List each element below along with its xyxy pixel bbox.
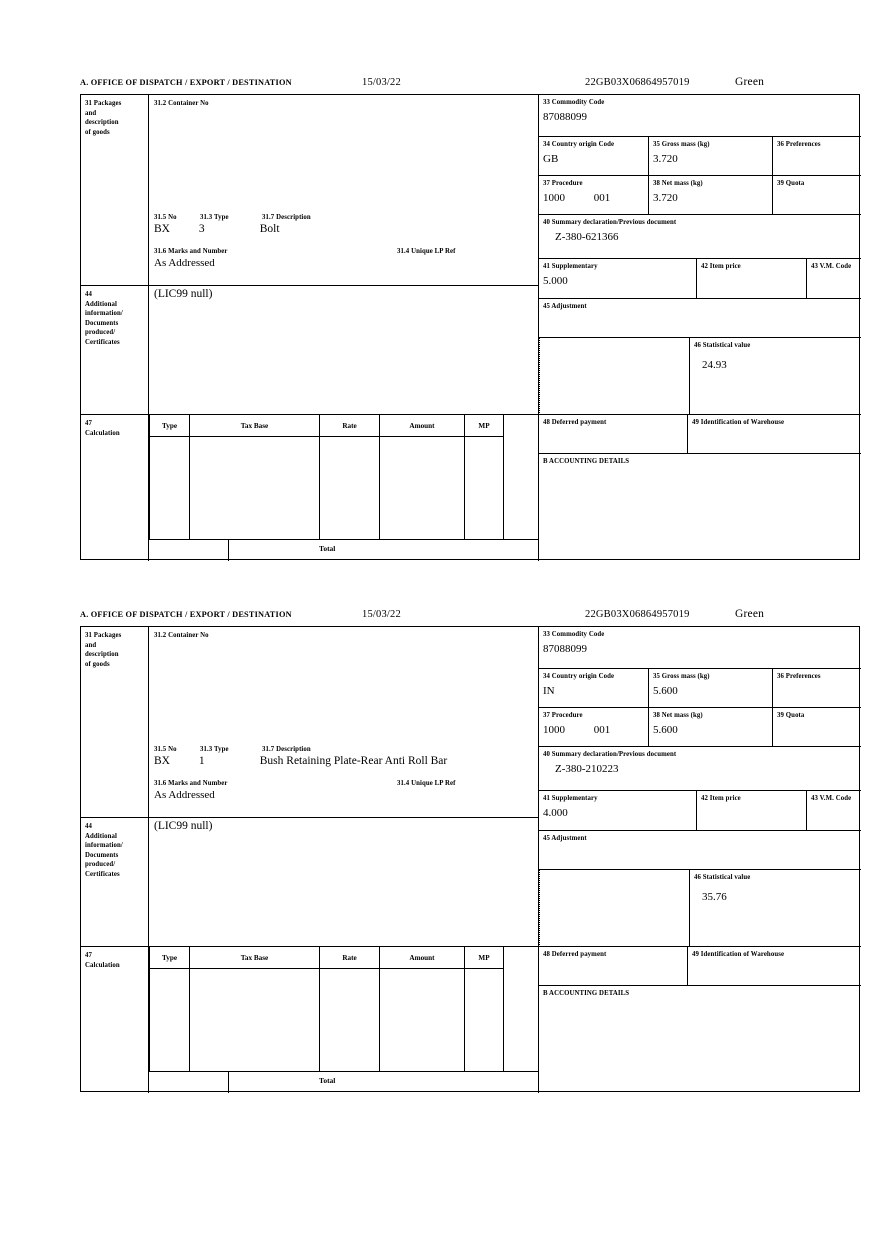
box-31-7-label: 31.7 Description (262, 214, 311, 221)
box-35-label: 35 Gross mass (kg) (653, 673, 710, 680)
calc-col-mp: MP (464, 415, 504, 437)
calc-total-label: Total (319, 1076, 336, 1085)
box-42-item-price (697, 259, 807, 299)
dotted-divider (539, 338, 540, 415)
package-type-value: 1 (198, 755, 205, 767)
office-of-dispatch-label: A. OFFICE OF DISPATCH / EXPORT / DESTINATION (80, 78, 292, 87)
additional-information-value: (LIC99 null) (154, 820, 213, 832)
marks-and-number-value: As Addressed (154, 789, 215, 801)
commodity-code-value: 87088099 (543, 642, 587, 655)
calc-body-type (149, 437, 189, 539)
marks-and-number-value: As Addressed (154, 257, 215, 269)
box-38-label: 38 Net mass (kg) (653, 712, 703, 719)
box-47-label (81, 947, 149, 1093)
box-45-label: 45 Adjustment (543, 835, 587, 842)
box-46-statistical-value (689, 870, 861, 947)
package-no-value: BX (154, 223, 170, 235)
box-37-procedure (539, 176, 649, 215)
box-44-label-line-6: Certificates (85, 870, 120, 878)
box-38-net-mass (649, 176, 773, 215)
box-35-gross-mass (649, 137, 773, 176)
procedure-code-1: 1000 (543, 723, 565, 736)
box-33-commodity-code (539, 627, 861, 669)
customs-declaration-sheet-2 (80, 610, 862, 1092)
box-41-label: 41 Supplementary (543, 263, 598, 270)
box-48-label: 48 Deferred payment (543, 951, 607, 958)
box-38-net-mass (649, 708, 773, 747)
calc-body-rate (319, 969, 379, 1071)
calc-col-type: Type (149, 415, 189, 437)
box-31-label-line-3: description (85, 119, 119, 126)
box-42-label: 42 Item price (701, 263, 741, 270)
calc-body-mp (464, 437, 504, 539)
declaration-date: 15/03/22 (362, 609, 401, 620)
calc-body-tax-base (189, 969, 319, 1071)
box-48-deferred-payment (539, 947, 688, 986)
package-type-value: 3 (198, 223, 205, 235)
box-34-label: 34 Country origin Code (543, 673, 615, 680)
box-46-statistical-value (689, 338, 861, 415)
box-39-quota (773, 176, 861, 215)
calc-body-type (149, 969, 189, 1071)
box-45-label: 45 Adjustment (543, 303, 587, 310)
box-31-label-line-4: of goods (85, 660, 110, 668)
box-31-2-label: 31.2 Container No (154, 632, 209, 639)
container-no-group (154, 99, 209, 109)
additional-information-value: (LIC99 null) (154, 288, 213, 300)
box-44-label (81, 818, 149, 947)
calculation-table (149, 415, 539, 561)
box-48-deferred-payment (539, 415, 688, 454)
box-31-3-label: 31.3 Type (200, 214, 229, 221)
calculation-header-row (149, 947, 539, 969)
box-39-quota (773, 708, 861, 747)
statistical-value: 35.76 (702, 890, 727, 903)
procedure-code-1: 1000 (543, 191, 565, 204)
box-31-6-label: 31.6 Marks and Number (154, 248, 228, 255)
box-49-label: 49 Identification of Warehouse (692, 419, 785, 426)
gross-mass-value: 5.600 (653, 684, 678, 697)
procedure-code-2: 001 (593, 191, 611, 204)
box-40-previous-document (539, 215, 861, 259)
calc-total-label: Total (319, 544, 336, 553)
box-31-label-line-1: 31 Packages (85, 632, 122, 639)
calc-col-rate: Rate (319, 415, 379, 437)
box-43-vm-code (807, 791, 861, 831)
box-41-supplementary (539, 259, 697, 299)
statistical-value: 24.93 (702, 358, 727, 371)
box-33-label: 33 Commodity Code (543, 631, 605, 638)
box-41-supplementary (539, 791, 697, 831)
supplementary-value: 5.000 (543, 274, 568, 287)
box-31-4-label: 31.4 Unique LP Ref (397, 780, 456, 787)
lane-status: Green (735, 608, 765, 620)
container-no-group (154, 631, 209, 641)
goods-description-value: Bush Retaining Plate-Rear Anti Roll Bar (259, 755, 448, 767)
box-45-adjustment (539, 299, 861, 338)
box-40-previous-document (539, 747, 861, 791)
box-47-label-line-2: Calculation (85, 429, 120, 437)
calc-body-amount (379, 437, 464, 539)
box-44-label-line-6: Certificates (85, 338, 120, 346)
dotted-divider (539, 870, 540, 947)
box-31-goods-area (149, 627, 539, 818)
calc-col-rate: Rate (319, 947, 379, 969)
declaration-date: 15/03/22 (362, 77, 401, 88)
gross-mass-value: 3.720 (653, 152, 678, 165)
country-origin-value: IN (543, 684, 555, 697)
box-34-country-origin (539, 669, 649, 708)
box-47-label-line-1: 47 (85, 420, 92, 427)
box-31-6-label: 31.6 Marks and Number (154, 780, 228, 787)
box-47-label-line-1: 47 (85, 952, 92, 959)
package-no-value: BX (154, 755, 170, 767)
box-48-label: 48 Deferred payment (543, 419, 607, 426)
box-b-label: B ACCOUNTING DETAILS (543, 458, 630, 465)
box-46-label: 46 Statistical value (694, 342, 751, 349)
calc-total-left-edge (228, 1071, 229, 1093)
movement-reference-number: 22GB03X06864957019 (585, 77, 690, 88)
box-31-7-label: 31.7 Description (262, 746, 311, 753)
goods-description-value: Bolt (259, 223, 280, 235)
box-36-preferences (773, 669, 861, 708)
box-44-label-line-3: information/ (85, 842, 123, 849)
box-b-label: B ACCOUNTING DETAILS (543, 990, 630, 997)
box-33-commodity-code (539, 95, 861, 137)
box-44-label-line-3: information/ (85, 310, 123, 317)
box-31-2-label: 31.2 Container No (154, 100, 209, 107)
declaration-frame (80, 94, 860, 560)
box-31-label (81, 627, 149, 818)
sheet-header (80, 78, 862, 94)
calculation-total-row (149, 1071, 539, 1093)
box-49-warehouse (688, 415, 861, 454)
box-44-content (149, 818, 539, 947)
calc-body-rate (319, 437, 379, 539)
box-31-label-line-2: and (85, 109, 97, 117)
calculation-total-row (149, 539, 539, 561)
box-49-label: 49 Identification of Warehouse (692, 951, 785, 958)
box-37-label: 37 Procedure (543, 712, 583, 719)
box-43-label: 43 V.M. Code (811, 263, 852, 270)
box-44-label-line-4: Documents (85, 851, 119, 859)
calc-col-amount: Amount (379, 415, 464, 437)
previous-document-value: Z-380-210223 (555, 762, 619, 775)
box-44-label-line-1: 44 (85, 823, 92, 830)
country-origin-value: GB (543, 152, 559, 165)
box-40-label: 40 Summary declaration/Previous document (543, 219, 677, 226)
box-31-goods-area (149, 95, 539, 286)
box-39-label: 39 Quota (777, 180, 805, 187)
calc-col-tax-base: Tax Base (189, 947, 319, 969)
box-44-label-line-1: 44 (85, 291, 92, 298)
box-37-label: 37 Procedure (543, 180, 583, 187)
box-34-country-origin (539, 137, 649, 176)
box-31-4-label: 31.4 Unique LP Ref (397, 248, 456, 255)
box-37-procedure (539, 708, 649, 747)
package-value-row (154, 223, 280, 235)
box-31-label-line-2: and (85, 641, 97, 649)
box-35-gross-mass (649, 669, 773, 708)
procedure-values (543, 724, 648, 737)
calc-body-tax-base (189, 437, 319, 539)
office-of-dispatch-label: A. OFFICE OF DISPATCH / EXPORT / DESTINATION (80, 610, 292, 619)
supplementary-value: 4.000 (543, 806, 568, 819)
box-45-adjustment (539, 831, 861, 870)
net-mass-value: 3.720 (653, 191, 678, 204)
declaration-frame (80, 626, 860, 1092)
box-46-area (539, 338, 861, 415)
box-43-vm-code (807, 259, 861, 299)
box-44-label-line-5: produced/ (85, 329, 116, 336)
calc-col-amount: Amount (379, 947, 464, 969)
box-31-label-line-4: of goods (85, 128, 110, 136)
box-44-label-line-4: Documents (85, 319, 119, 327)
calc-body-amount (379, 969, 464, 1071)
box-31-label (81, 95, 149, 286)
box-35-label: 35 Gross mass (kg) (653, 141, 710, 148)
box-47-label-line-2: Calculation (85, 961, 120, 969)
commodity-code-value: 87088099 (543, 110, 587, 123)
box-42-label: 42 Item price (701, 795, 741, 802)
procedure-values (543, 192, 648, 205)
box-44-content (149, 286, 539, 415)
customs-declaration-sheet-1 (80, 78, 862, 560)
calc-total-left-edge (228, 539, 229, 561)
box-42-item-price (697, 791, 807, 831)
calc-body-mp (464, 969, 504, 1071)
box-31-5-label: 31.5 No (154, 746, 177, 753)
box-44-label-line-2: Additional (85, 832, 117, 840)
box-36-preferences (773, 137, 861, 176)
box-40-label: 40 Summary declaration/Previous document (543, 751, 677, 758)
calc-col-type: Type (149, 947, 189, 969)
box-31-5-label: 31.5 No (154, 214, 177, 221)
box-41-label: 41 Supplementary (543, 795, 598, 802)
movement-reference-number: 22GB03X06864957019 (585, 609, 690, 620)
calculation-header-row (149, 415, 539, 437)
box-47-label (81, 415, 149, 561)
package-value-row (154, 755, 447, 767)
calc-col-mp: MP (464, 947, 504, 969)
box-31-3-label: 31.3 Type (200, 746, 229, 753)
box-44-label (81, 286, 149, 415)
box-46-label: 46 Statistical value (694, 874, 751, 881)
lane-status: Green (735, 76, 765, 88)
box-46-area (539, 870, 861, 947)
box-38-label: 38 Net mass (kg) (653, 180, 703, 187)
procedure-code-2: 001 (593, 723, 611, 736)
box-39-label: 39 Quota (777, 712, 805, 719)
box-33-label: 33 Commodity Code (543, 99, 605, 106)
calculation-table (149, 947, 539, 1093)
box-b-accounting-details (539, 986, 861, 1093)
box-31-label-line-1: 31 Packages (85, 100, 122, 107)
box-31-label-line-3: description (85, 651, 119, 658)
net-mass-value: 5.600 (653, 723, 678, 736)
box-b-accounting-details (539, 454, 861, 561)
sheet-header (80, 610, 862, 626)
previous-document-value: Z-380-621366 (555, 230, 619, 243)
box-44-label-line-5: produced/ (85, 861, 116, 868)
box-49-warehouse (688, 947, 861, 986)
box-36-label: 36 Preferences (777, 141, 821, 148)
box-44-label-line-2: Additional (85, 300, 117, 308)
box-36-label: 36 Preferences (777, 673, 821, 680)
calc-col-tax-base: Tax Base (189, 415, 319, 437)
box-43-label: 43 V.M. Code (811, 795, 852, 802)
box-34-label: 34 Country origin Code (543, 141, 615, 148)
